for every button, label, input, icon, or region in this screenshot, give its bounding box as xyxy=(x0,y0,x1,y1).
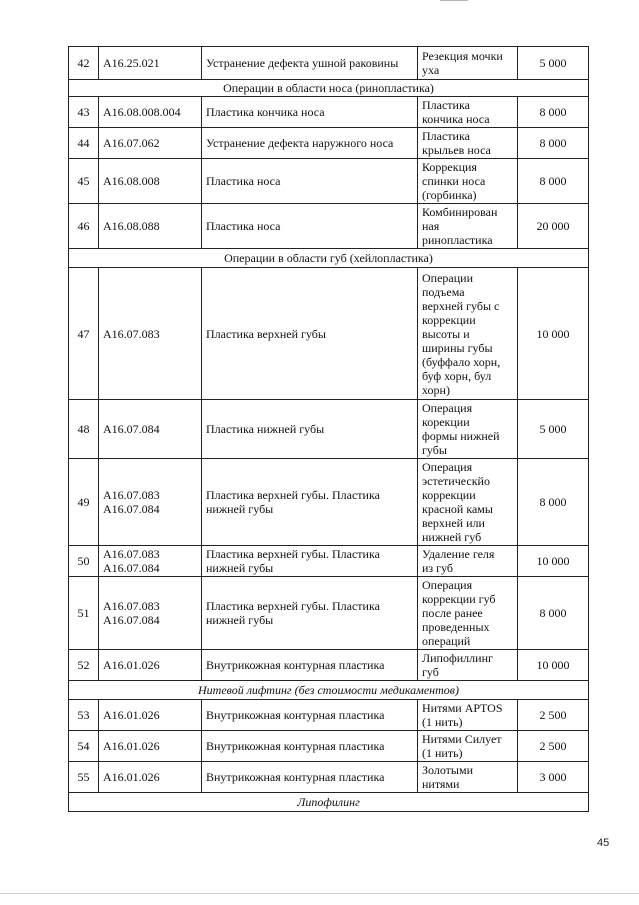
row-number: 53 xyxy=(69,700,99,731)
procedure-description-line: ная xyxy=(422,219,440,233)
price: 10 000 xyxy=(518,650,589,681)
service-name: Пластика носа xyxy=(202,159,418,204)
procedure-description-line: (горбинка) xyxy=(422,188,477,202)
scan-artifact-top xyxy=(440,0,468,1)
service-code-cell xyxy=(99,204,202,249)
row-number: 44 xyxy=(69,128,99,159)
price: 5 000 xyxy=(518,400,589,459)
service-code: A16.07.083 xyxy=(103,488,160,502)
procedure-description-line: коррекции xyxy=(422,312,476,327)
service-code-cell xyxy=(99,459,202,546)
row-number: 49 xyxy=(69,459,99,546)
table-row xyxy=(69,731,589,762)
service-name: Устранение дефекта наружного носа xyxy=(202,128,418,159)
table-row xyxy=(69,400,589,459)
row-number: 51 xyxy=(69,577,99,650)
procedure-description-cell xyxy=(418,459,518,546)
row-number: 43 xyxy=(69,97,99,128)
procedure-description-line: спинки носа xyxy=(422,174,486,188)
procedure-description-line: формы нижней xyxy=(422,429,500,443)
service-code-cell xyxy=(99,762,202,793)
procedure-description-line: операций xyxy=(422,634,471,648)
service-code: A16.07.083 xyxy=(103,547,160,561)
table-row xyxy=(69,650,589,681)
procedure-description-cell xyxy=(418,268,518,400)
row-number: 52 xyxy=(69,650,99,681)
procedure-description-line: губ xyxy=(422,665,439,679)
service-name: Внутрикожная контурная пластика xyxy=(202,700,418,731)
service-name: Пластика кончика носа xyxy=(202,97,418,128)
price: 10 000 xyxy=(518,546,589,577)
procedure-description-cell xyxy=(418,731,518,762)
procedure-description-line: кончика носа xyxy=(422,112,490,126)
row-number: 48 xyxy=(69,400,99,459)
procedure-description-line: ширины губы xyxy=(422,340,493,355)
service-code: A16.08.088 xyxy=(103,219,160,233)
service-code-cell xyxy=(99,700,202,731)
service-code-cell xyxy=(99,268,202,400)
procedure-description-line: (1 нить) xyxy=(422,746,463,760)
price-list-table xyxy=(68,46,589,812)
service-name: Пластика верхней губы xyxy=(202,268,418,400)
price: 8 000 xyxy=(518,577,589,650)
price: 10 000 xyxy=(518,268,589,400)
section-title: Нитевой лифтинг (без стоимости медикаментов) xyxy=(69,681,589,700)
procedure-description-line: Операция xyxy=(422,401,473,415)
procedure-description-line: верхней губы с xyxy=(422,298,500,313)
table-row xyxy=(69,159,589,204)
price: 5 000 xyxy=(518,47,589,80)
procedure-description-line: корекции xyxy=(422,415,470,429)
service-code: A16.07.084 xyxy=(103,561,160,575)
procedure-description-line: нитями xyxy=(422,777,460,791)
row-number: 46 xyxy=(69,204,99,249)
price: 3 000 xyxy=(518,762,589,793)
table-row xyxy=(69,47,589,80)
service-code: A16.08.008.004 xyxy=(103,105,181,119)
procedure-description-line: проведенных xyxy=(422,620,490,634)
price: 2 500 xyxy=(518,731,589,762)
procedure-description-cell xyxy=(418,762,518,793)
section-title: Операции в области губ (хейлопластика) xyxy=(69,249,589,268)
table-row xyxy=(69,700,589,731)
section-header-row xyxy=(69,249,589,268)
service-code-cell xyxy=(99,546,202,577)
service-code-cell xyxy=(99,128,202,159)
procedure-description-line: Резекция мочки xyxy=(422,49,503,63)
price: 8 000 xyxy=(518,159,589,204)
row-number: 42 xyxy=(69,47,99,80)
table-row xyxy=(69,128,589,159)
section-title: Операции в области носа (ринопластика) xyxy=(69,80,589,97)
service-name: Внутрикожная контурная пластика xyxy=(202,731,418,762)
procedure-description-line: Операция xyxy=(422,460,473,474)
service-name: Пластика верхней губы. Пластика нижней губы xyxy=(202,459,418,546)
service-code-cell xyxy=(99,159,202,204)
procedure-description-line: хорн) xyxy=(422,382,450,397)
section-header-row xyxy=(69,681,589,700)
procedure-description-cell xyxy=(418,204,518,249)
section-header-row xyxy=(69,793,589,812)
service-code: A16.01.026 xyxy=(103,708,160,722)
procedure-description-cell xyxy=(418,650,518,681)
procedure-description-line: коррекции xyxy=(422,488,476,502)
service-name: Внутрикожная контурная пластика xyxy=(202,762,418,793)
procedure-description-line: ринопластика xyxy=(422,233,493,247)
procedure-description-cell xyxy=(418,159,518,204)
procedure-description-line: (буффало хорн, xyxy=(422,354,501,369)
price: 8 000 xyxy=(518,128,589,159)
procedure-description-line: после ранее xyxy=(422,606,483,620)
procedure-description-line: Коррекция xyxy=(422,160,477,174)
price: 8 000 xyxy=(518,97,589,128)
service-code: A16.01.026 xyxy=(103,658,160,672)
service-code: A16.07.084 xyxy=(103,613,160,627)
procedure-description-line: уха xyxy=(422,63,440,77)
service-code: A16.07.083 xyxy=(103,326,160,341)
procedure-description-line: Липофиллинг xyxy=(422,651,493,665)
table-row xyxy=(69,204,589,249)
service-code: A16.07.062 xyxy=(103,136,160,150)
table-row xyxy=(69,577,589,650)
procedure-description-line: крыльев носа xyxy=(422,143,491,157)
service-code: A16.08.008 xyxy=(103,174,160,188)
procedure-description-line: подъема xyxy=(422,284,465,299)
service-name: Устранение дефекта ушной раковины xyxy=(202,47,418,80)
row-number: 55 xyxy=(69,762,99,793)
procedure-description-line: Операция xyxy=(422,578,473,592)
procedure-description-line: нижней губ xyxy=(422,530,482,544)
procedure-description-line: буф хорн, бул xyxy=(422,368,492,383)
procedure-description-line: Нитями Силует xyxy=(422,732,502,746)
procedure-description-line: эстетическйо xyxy=(422,474,490,488)
service-code: A16.25.021 xyxy=(103,56,160,70)
service-name: Внутрикожная контурная пластика xyxy=(202,650,418,681)
service-code: A16.01.026 xyxy=(103,739,160,753)
procedure-description-line: из губ xyxy=(422,561,454,575)
service-code-cell xyxy=(99,577,202,650)
section-title: Липофилинг xyxy=(69,793,589,812)
procedure-description-line: Пластика xyxy=(422,129,470,143)
procedure-description-cell xyxy=(418,47,518,80)
procedure-description-line: губы xyxy=(422,443,447,457)
procedure-description-line: коррекции губ xyxy=(422,592,496,606)
row-number: 50 xyxy=(69,546,99,577)
procedure-description-cell xyxy=(418,400,518,459)
procedure-description-cell xyxy=(418,128,518,159)
table-row xyxy=(69,97,589,128)
page-number: 45 xyxy=(597,837,610,849)
service-name: Пластика носа xyxy=(202,204,418,249)
service-code: A16.07.084 xyxy=(103,422,160,436)
procedure-description-line: Золотыми xyxy=(422,763,474,777)
procedure-description-line: верхней или xyxy=(422,516,485,530)
procedure-description-line: красной камы xyxy=(422,502,493,516)
procedure-description-line: (1 нить) xyxy=(422,715,463,729)
service-code: A16.01.026 xyxy=(103,770,160,784)
scan-artifact-bottom xyxy=(0,893,639,894)
service-name: Пластика верхней губы. Пластика нижней губы xyxy=(202,546,418,577)
service-code-cell xyxy=(99,650,202,681)
service-code: A16.07.083 xyxy=(103,599,160,613)
service-code-cell xyxy=(99,731,202,762)
section-header-row xyxy=(69,80,589,97)
table-row xyxy=(69,762,589,793)
service-code-cell xyxy=(99,400,202,459)
price: 20 000 xyxy=(518,204,589,249)
procedure-description-line: Нитями APTOS xyxy=(422,701,503,715)
row-number: 47 xyxy=(69,268,99,400)
procedure-description-line: Удаление геля xyxy=(422,547,495,561)
procedure-description-line: Комбинирован xyxy=(422,205,498,219)
price-list-body xyxy=(69,47,589,812)
price: 8 000 xyxy=(518,459,589,546)
procedure-description-line: Операции xyxy=(422,270,474,285)
procedure-description-cell xyxy=(418,700,518,731)
procedure-description-cell xyxy=(418,546,518,577)
service-name: Пластика верхней губы. Пластика нижней губы xyxy=(202,577,418,650)
service-name: Пластика нижней губы xyxy=(202,400,418,459)
table-row xyxy=(69,459,589,546)
price: 2 500 xyxy=(518,700,589,731)
procedure-description-cell xyxy=(418,97,518,128)
row-number: 45 xyxy=(69,159,99,204)
service-code-cell xyxy=(99,47,202,80)
procedure-description-line: высоты и xyxy=(422,326,470,341)
table-row xyxy=(69,546,589,577)
table-row xyxy=(69,268,589,400)
procedure-description-line: Пластика xyxy=(422,98,470,112)
row-number: 54 xyxy=(69,731,99,762)
service-code: A16.07.084 xyxy=(103,502,160,516)
procedure-description-cell xyxy=(418,577,518,650)
service-code-cell xyxy=(99,97,202,128)
